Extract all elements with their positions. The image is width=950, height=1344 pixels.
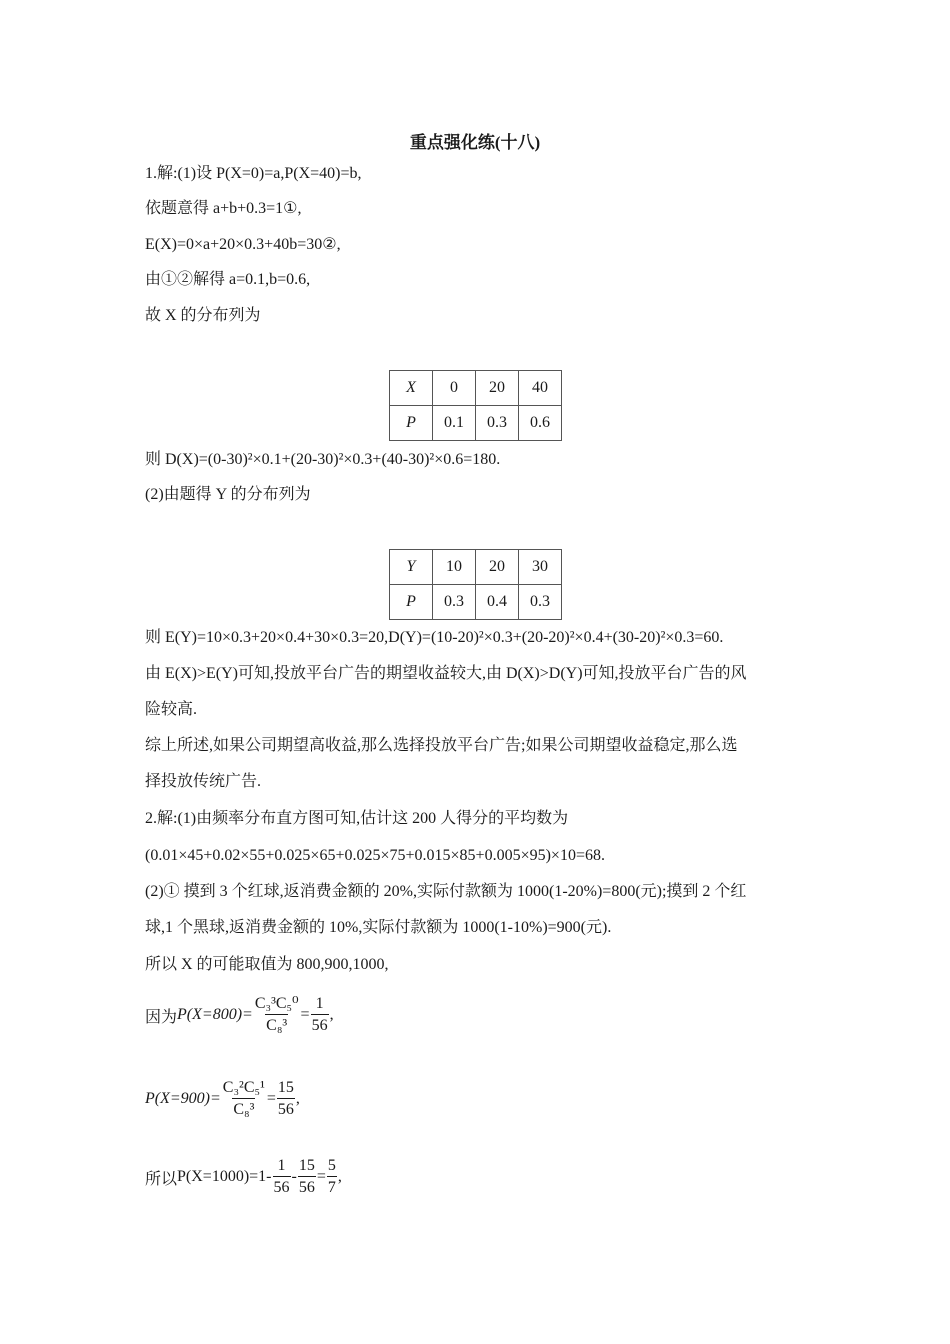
formula-prefix: 因为 [145, 1008, 178, 1026]
p1-line-1: 1.解:(1)设 P(X=0)=a,P(X=40)=b, [145, 165, 362, 182]
table-cell: P [390, 406, 433, 441]
x-distribution-table [389, 370, 562, 441]
p2-line-1: 2.解:(1)由频率分布直方图可知,估计这 200 人得分的平均数为 [145, 810, 569, 827]
p2-line-3: (2)① 摸到 3 个红球,返消费金额的 20%,实际付款额为 1000(1-20%)=800(元);摸到 2 个红 [145, 883, 747, 900]
table-cell: 0.3 [476, 406, 519, 441]
formula-p800 [145, 996, 334, 1034]
fraction-numerator: 15 [298, 1157, 315, 1174]
table-cell: 20 [476, 371, 519, 406]
table-cell: 0.4 [476, 585, 519, 620]
table-cell: X [390, 371, 433, 406]
table-cell: 0.3 [433, 585, 476, 620]
table-cell: 0.3 [519, 585, 562, 620]
fraction-denominator: 56 [277, 1098, 295, 1118]
table-cell: Y [390, 550, 433, 585]
table-cell: 20 [476, 550, 519, 585]
comma: , [337, 1168, 342, 1185]
p2-line-5: 所以 X 的可能取值为 800,900,1000, [145, 956, 389, 973]
fraction-denominator: 56 [311, 1014, 329, 1034]
fraction-numerator: C₃²C₅¹ [222, 1079, 265, 1096]
fraction-denominator: 7 [327, 1176, 337, 1196]
p1-line-6: 则 D(X)=(0-30)²×0.1+(20-30)²×0.3+(40-30)²×0.6=180. [145, 451, 501, 468]
page-title: 重点强化练(十八) [409, 133, 541, 152]
fraction-denominator: C₈³ [265, 1014, 288, 1034]
table-row [390, 406, 562, 441]
p2-line-4: 球,1 个黑球,返消费金额的 10%,实际付款额为 1000(1-10%)=900(元). [145, 919, 612, 936]
p2-line-2: (0.01×45+0.02×55+0.025×65+0.025×75+0.015×85+0.005×95)×10=68. [145, 847, 605, 864]
fraction-denominator: C₈³ [232, 1098, 255, 1118]
equals-sign: = [316, 1168, 326, 1185]
fraction [277, 1080, 295, 1118]
fraction [273, 1158, 291, 1196]
p1-line-10: 险较高. [145, 701, 198, 718]
p1-line-9: 由 E(X)>E(Y)可知,投放平台广告的期望收益较大,由 D(X)>D(Y)可知,投放平台广告的风 [145, 665, 747, 682]
p1-line-2: 依题意得 a+b+0.3=1①, [145, 200, 302, 217]
table-cell: 10 [433, 550, 476, 585]
p1-line-8: 则 E(Y)=10×0.3+20×0.4+30×0.3=20,D(Y)=(10-20)²×0.3+(20-20)²×0.4+(30-20)²×0.3=60. [145, 629, 724, 646]
formula-lhs: P(X=1000)=1- [177, 1168, 272, 1185]
comma: , [329, 1006, 334, 1023]
table-cell: 0.6 [519, 406, 562, 441]
fraction-numerator: 5 [327, 1157, 336, 1174]
fraction [327, 1158, 337, 1196]
equals-sign: = [266, 1090, 276, 1107]
p1-line-7: (2)由题得 Y 的分布列为 [145, 486, 311, 503]
fraction-numerator: 15 [277, 1079, 294, 1096]
p1-line-4: 由①②解得 a=0.1,b=0.6, [145, 271, 311, 288]
fraction-denominator: 56 [273, 1176, 291, 1196]
fraction-numerator: 1 [277, 1157, 286, 1174]
table-cell: 40 [519, 371, 562, 406]
fraction [311, 996, 329, 1034]
table-cell: 30 [519, 550, 562, 585]
formula-prefix: 所以 [145, 1170, 178, 1188]
p1-line-12: 择投放传统广告. [145, 773, 262, 790]
fraction-denominator: 56 [298, 1176, 316, 1196]
table-cell: P [390, 585, 433, 620]
p1-line-11: 综上所述,如果公司期望高收益,那么选择投放平台广告;如果公司期望收益稳定,那么选 [145, 737, 738, 754]
y-distribution-table [389, 549, 562, 620]
table-row [390, 550, 562, 585]
minus-sign: - [291, 1168, 297, 1185]
table-row [390, 585, 562, 620]
formula-p900 [145, 1080, 300, 1118]
table-row [390, 371, 562, 406]
p1-line-3: E(X)=0×a+20×0.3+40b=30②, [145, 236, 341, 253]
fraction-numerator: 1 [315, 995, 324, 1012]
fraction [298, 1158, 316, 1196]
fraction-numerator: C₃³C₅⁰ [254, 995, 299, 1012]
comma: , [295, 1090, 300, 1107]
formula-lhs: P(X=800)= [177, 1006, 253, 1023]
table-cell: 0.1 [433, 406, 476, 441]
formula-lhs: P(X=900)= [145, 1090, 221, 1107]
equals-sign: = [300, 1006, 310, 1023]
table-cell: 0 [433, 371, 476, 406]
fraction [254, 996, 300, 1034]
p1-line-5: 故 X 的分布列为 [145, 307, 261, 324]
fraction [222, 1080, 266, 1118]
formula-p1000 [145, 1158, 342, 1196]
